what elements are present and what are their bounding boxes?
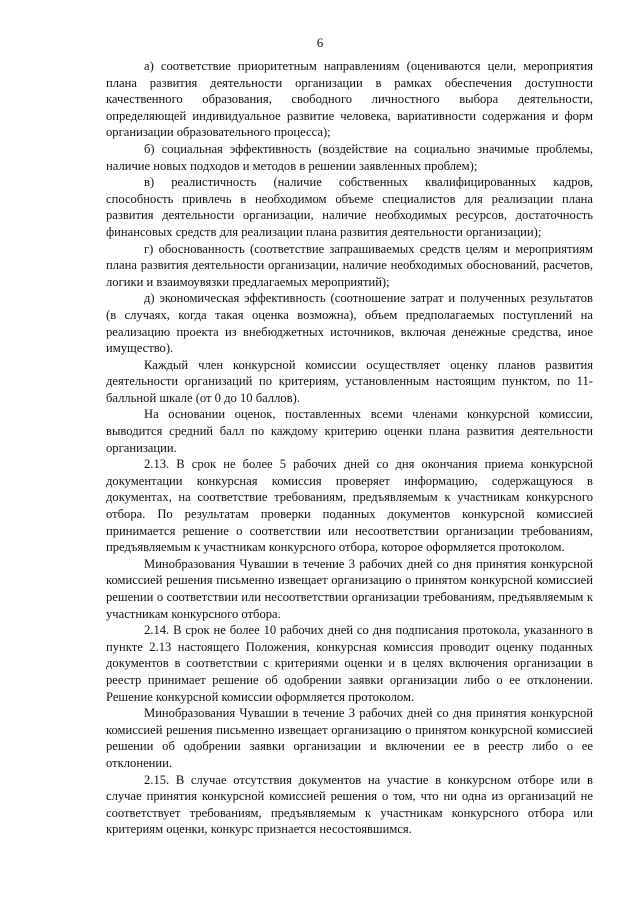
paragraph-notification-2-14: Минобразования Чувашии в течение 3 рабочих дней со дня принятия конкурсной комиссией решения письменно извещает организацию о принятом конкурсной комиссией решении об одобрении заявки организации и включении ее в реестр либо о ее отклонении. xyxy=(106,706,593,770)
paragraph-average-score: На основании оценок, поставленных всеми членами конкурсной комиссии, выводится средний балл по каждому критерию оценки плана развития деятельности организации. xyxy=(106,407,593,455)
paragraph-criterion-d: д) экономическая эффективность (соотношение затрат и полученных результатов (в случаях, когда такая оценка возможна), объем предполагаемых поступлений на реализацию проекта из внебюджетных источников, включая денежные средства, иное имущество). xyxy=(106,291,593,356)
paragraph-section-2-13: 2.13. В срок не более 5 рабочих дней со дня окончания приема конкурсной документации конкурсная комиссия проверяет информацию, содержащуюся в документах, на соответствие требованиям, предъявляемым к участникам конкурсного отбора. По результатам проверки поданных документов конкурсной комиссией принимается решение о соответствии или несоответствии организации требованиям, предъявляемым к участникам конкурсного отбора, которое оформляется протоколом. xyxy=(106,457,593,555)
paragraph-section-2-14: 2.14. В срок не более 10 рабочих дней со дня подписания протокола, указанного в пункте 2.13 настоящего Положения, конкурсная комиссия проводит оценку поданных документов в соответствии с критериями оценки и в целях включения организации в реестр принимает решение об одобрении заявки организации либо о ее отклонении. Решение конкурсной комиссии оформляется протоколом. xyxy=(106,623,593,704)
paragraph-criterion-a: а) соответствие приоритетным направлениям (оцениваются цели, мероприятия плана развития деятельности организации в рамках обеспечения доступности качественного образования, свободного личностного выбора деятельности, определяющей индивидуальное развитие человека, вариативности содержания и форм организации образовательного процесса); xyxy=(106,59,593,140)
paragraph-notification-2-13: Минобразования Чувашии в течение 3 рабочих дней со дня принятия конкурсной комиссией решения письменно извещает организацию о принятом конкурсной комиссией решении о соответствии или несоответствии организации требованиям, предъявляемым к участникам конкурсного отбора. xyxy=(106,556,593,621)
paragraph-criterion-v: в) реалистичность (наличие собственных квалифицированных кадров, способность привлечь в необходимом объеме специалистов для реализации плана развития деятельности организации, наличие необходимых ресурсов, достаточность финансовых средств для реализации плана развития деятельности организации); xyxy=(106,175,593,239)
paragraph-criterion-g: г) обоснованность (соответствие запрашиваемых средств целям и мероприятиям плана развития деятельности организации, наличие необходимых обоснований, расчетов, логики и взаимоувязки предлагаемых мероприятий); xyxy=(106,241,593,289)
document-body xyxy=(106,58,593,838)
page-number: 6 xyxy=(316,35,324,50)
paragraph-criterion-b: б) социальная эффективность (воздействие на социально значимые проблемы, наличие новых подходов и методов в решении заявленных проблем); xyxy=(106,141,593,173)
paragraph-section-2-15: 2.15. В случае отсутствия документов на участие в конкурсном отборе или в случае принятия конкурсной комиссией решения о том, что ни одна из организаций не соответствует требованиям, предъявляемым к участникам конкурсного отбора или критериям оценки, конкурс признается несостоявшимся. xyxy=(106,772,593,837)
paragraph-member-evaluation: Каждый член конкурсной комиссии осуществляет оценку планов развития деятельности организаций по критериям, установленным настоящим пунктом, по 11-балльной шкале (от 0 до 10 баллов). xyxy=(106,357,593,405)
